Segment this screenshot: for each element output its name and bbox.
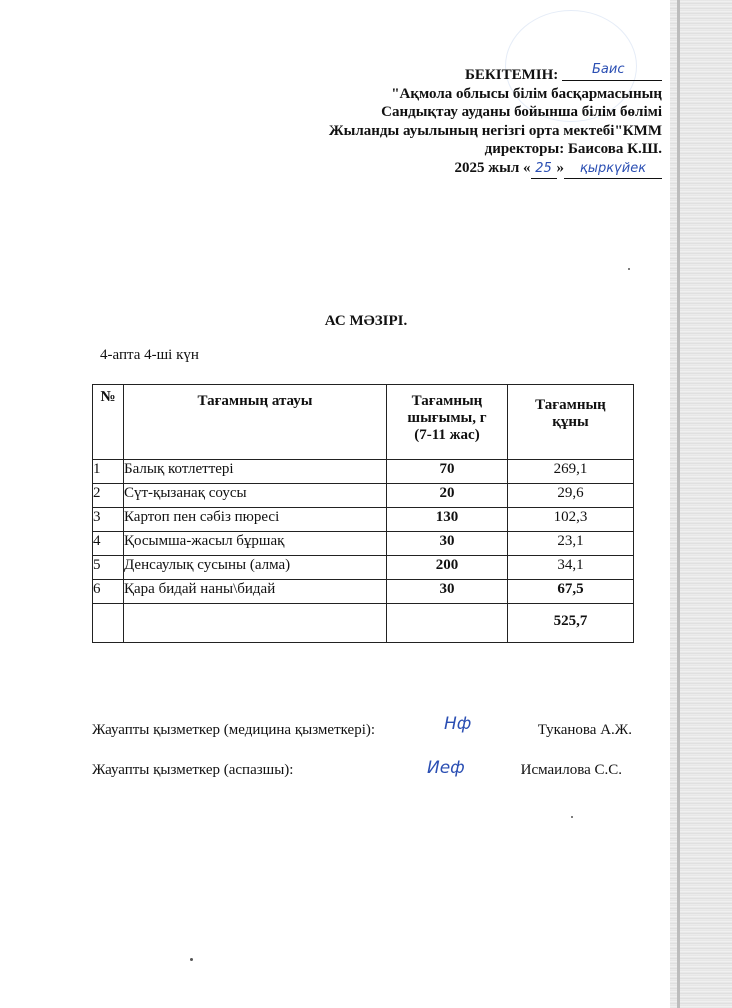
total-row bbox=[93, 604, 634, 643]
table-row bbox=[93, 508, 634, 532]
approve-label: БЕКІТЕМІН: bbox=[464, 67, 559, 83]
responsible-label: Жауапты қызметкер (медицина қызметкері): bbox=[92, 722, 376, 738]
table-row bbox=[93, 460, 634, 484]
cook-signature: Иеф bbox=[427, 758, 465, 778]
dish-output: 30 bbox=[387, 532, 508, 556]
approval-date bbox=[242, 159, 662, 180]
scan-speck bbox=[628, 268, 630, 270]
row-number: 3 bbox=[93, 508, 124, 532]
director-name: директоры: Баисова К.Ш. bbox=[484, 141, 662, 157]
org-line-1: "Ақмола облысы білім басқармасының bbox=[391, 85, 662, 102]
scan-edge-line bbox=[677, 0, 680, 1008]
dish-output: 20 bbox=[387, 484, 508, 508]
responsible-person: Туканова А.Ж. bbox=[537, 722, 632, 738]
dish-price: 67,5 bbox=[508, 580, 634, 604]
header-price-line1: Тағамның bbox=[535, 397, 606, 413]
director-signature bbox=[562, 64, 662, 81]
table-row bbox=[93, 556, 634, 580]
table-row bbox=[93, 484, 634, 508]
dish-name: Картоп пен сәбіз пюресі bbox=[124, 508, 387, 532]
dish-output: 200 bbox=[387, 556, 508, 580]
responsible-cook bbox=[92, 758, 632, 784]
dish-output: 30 bbox=[387, 580, 508, 604]
dish-price: 269,1 bbox=[508, 460, 634, 484]
responsible-medical bbox=[92, 714, 632, 744]
dish-name: Денсаулық сусыны (алма) bbox=[124, 556, 387, 580]
header-dish-name: Тағамның атауы bbox=[124, 385, 387, 460]
row-number: 2 bbox=[93, 484, 124, 508]
header-price bbox=[508, 385, 634, 460]
approve-line bbox=[242, 64, 662, 85]
header-output-line3: (7-11 жас) bbox=[414, 427, 480, 443]
dish-output: 130 bbox=[387, 508, 508, 532]
approval-block bbox=[242, 64, 662, 179]
page-title: АС МӘЗІРІ. bbox=[324, 313, 408, 329]
row-number: 6 bbox=[93, 580, 124, 604]
date-day: 25 bbox=[531, 160, 557, 180]
dish-price: 102,3 bbox=[508, 508, 634, 532]
scan-speck bbox=[571, 816, 573, 818]
header-number: № bbox=[93, 385, 124, 460]
row-number: 4 bbox=[93, 532, 124, 556]
dish-name: Сүт-қызанақ соусы bbox=[124, 484, 387, 508]
table-row bbox=[93, 532, 634, 556]
row-number: 5 bbox=[93, 556, 124, 580]
dish-output: 70 bbox=[387, 460, 508, 484]
menu-table bbox=[92, 384, 634, 643]
dish-name: Балық котлеттері bbox=[124, 460, 387, 484]
dish-name: Қосымша-жасыл бұршақ bbox=[124, 532, 387, 556]
total-price: 525,7 bbox=[508, 604, 634, 643]
dish-price: 34,1 bbox=[508, 556, 634, 580]
medical-signature: Нф bbox=[444, 714, 472, 734]
header-output-line2: шығымы, г bbox=[407, 410, 487, 426]
director-signature-scrawl: Баис bbox=[592, 62, 625, 77]
date-prefix: 2025 жыл « bbox=[454, 159, 531, 176]
total-empty-cell bbox=[124, 604, 387, 643]
responsible-person: Исмаилова С.С. bbox=[520, 762, 622, 778]
table-header-row bbox=[93, 385, 634, 460]
org-line-3: Жыланды ауылының негізгі орта мектебі"КММ bbox=[328, 122, 662, 139]
org-line-2: Сандықтау ауданы бойынша білім бөлімі bbox=[381, 104, 662, 120]
header-price-line2: құны bbox=[552, 414, 589, 430]
header-output bbox=[387, 385, 508, 460]
total-empty-cell bbox=[93, 604, 124, 643]
date-mid: » bbox=[556, 159, 564, 176]
date-month: қыркүйек bbox=[564, 160, 662, 180]
header-output-line1: Тағамның bbox=[411, 393, 483, 409]
table-row bbox=[93, 580, 634, 604]
dish-price: 23,1 bbox=[508, 532, 634, 556]
row-number: 1 bbox=[93, 460, 124, 484]
week-day-label: 4-апта 4-ші күн bbox=[100, 347, 199, 363]
scan-speck bbox=[190, 958, 193, 961]
responsible-label: Жауапты қызметкер (аспазшы): bbox=[92, 762, 294, 778]
dish-price: 29,6 bbox=[508, 484, 634, 508]
dish-name: Қара бидай наны\бидай bbox=[124, 580, 387, 604]
total-empty-cell bbox=[387, 604, 508, 643]
